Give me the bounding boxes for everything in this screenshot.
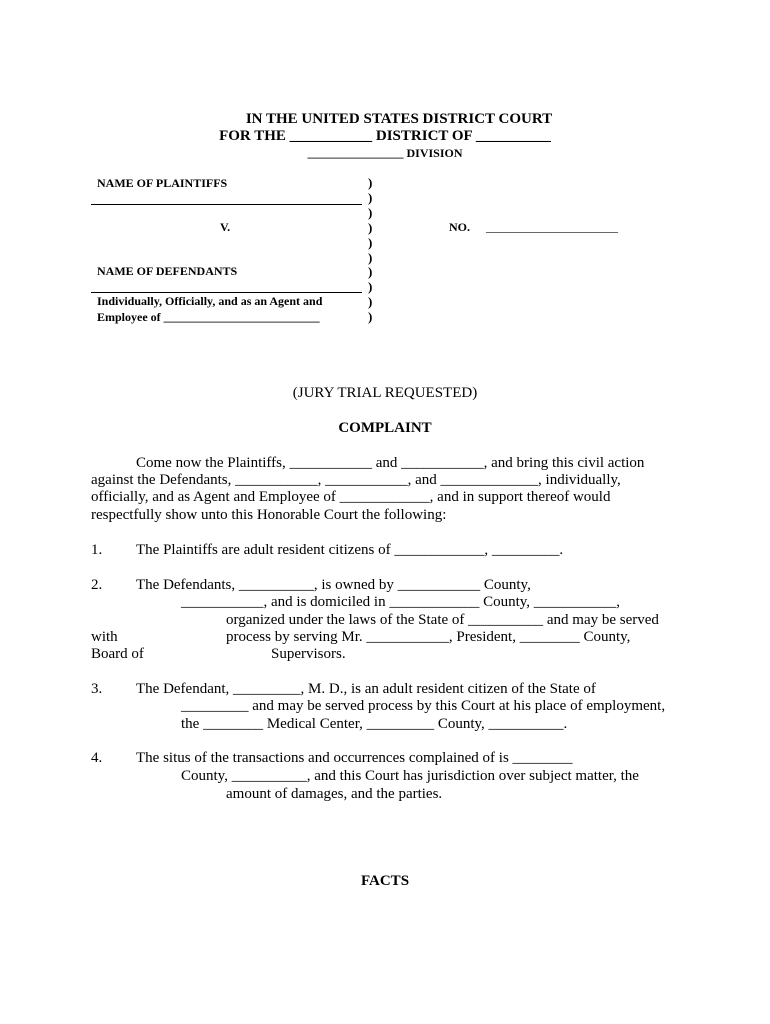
paragraph-3-line: the ________ Medical Center, _________ County, __________. [181, 716, 568, 732]
caption-paren: ) [368, 294, 373, 310]
paragraph-2-line: Supervisors. [271, 646, 346, 662]
paragraph-2-line: organized under the laws of the State of __________ and may be served [226, 612, 659, 628]
capacity-line-2: Employee of __________________________ [97, 310, 320, 324]
plaintiffs-rule [91, 204, 362, 205]
caption-paren: ) [368, 309, 373, 325]
caption-paren: ) [368, 249, 373, 265]
case-number-label: NO. [449, 220, 470, 234]
paragraph-number: 1. [91, 542, 103, 558]
paragraph-3-line: _________ and may be served process by this Court at his place of employment, [181, 698, 666, 714]
paragraph-number: 4. [91, 750, 103, 766]
facts-title: FACTS [360, 873, 410, 889]
paragraph-3-line: The Defendant, _________, M. D., is an adult resident citizen of the State of [136, 681, 596, 697]
plaintiffs-label: NAME OF PLAINTIFFS [97, 176, 228, 190]
caption-paren: ) [368, 175, 373, 190]
paragraph-4-line: amount of damages, and the parties. [226, 786, 443, 802]
paragraph-2-line: process by serving Mr. ___________, President, ________ County, [226, 629, 631, 645]
caption-paren: ) [368, 219, 373, 235]
paragraph-2-left-word: Board of [91, 646, 144, 662]
paragraph-number: 3. [91, 681, 103, 697]
caption-paren: ) [368, 279, 373, 295]
capacity-line-1: Individually, Officially, and as an Agent and [97, 294, 323, 308]
court-title: IN THE UNITED STATES DISTRICT COURT [245, 111, 553, 127]
caption-paren: ) [368, 204, 373, 220]
paragraph-number: 2. [91, 577, 103, 593]
defendants-label: NAME OF DEFENDANTS [97, 264, 238, 278]
paragraph-4-line: County, __________, and this Court has jurisdiction over subject matter, the [181, 768, 639, 784]
caption-paren-column [368, 176, 372, 325]
division-line: ________________ DIVISION [307, 146, 463, 160]
caption-paren: ) [368, 234, 373, 250]
intro-line: Come now the Plaintiffs, ___________ and ___________, and bring this civil action [136, 455, 645, 471]
caption-paren: ) [368, 189, 373, 205]
intro-line: officially, and as Agent and Employee of ____________, and in support thereof would [91, 489, 611, 505]
case-number-blank: ______________________ [486, 220, 618, 234]
district-line: FOR THE ___________ DISTRICT OF __________ [219, 128, 551, 144]
complaint-title: COMPLAINT [338, 420, 432, 436]
defendants-rule [91, 292, 362, 293]
paragraph-2-line: The Defendants, __________, is owned by ___________ County, [136, 577, 531, 593]
versus-label: V. [220, 220, 231, 234]
paragraph-4-line: The situs of the transactions and occurrences complained of is ________ [136, 750, 573, 766]
intro-line: against the Defendants, ___________, ___________, and _____________, individually, [91, 472, 621, 488]
caption-paren: ) [368, 264, 373, 280]
paragraph-1-line: The Plaintiffs are adult resident citizens of ____________, _________. [136, 542, 564, 558]
paragraph-2-left-word: with [91, 629, 118, 645]
jury-trial-requested: (JURY TRIAL REQUESTED) [292, 385, 478, 401]
intro-line: respectfully show unto this Honorable Court the following: [91, 507, 447, 523]
paragraph-2-line: ___________, and is domiciled in ____________ County, ___________, [181, 594, 621, 610]
